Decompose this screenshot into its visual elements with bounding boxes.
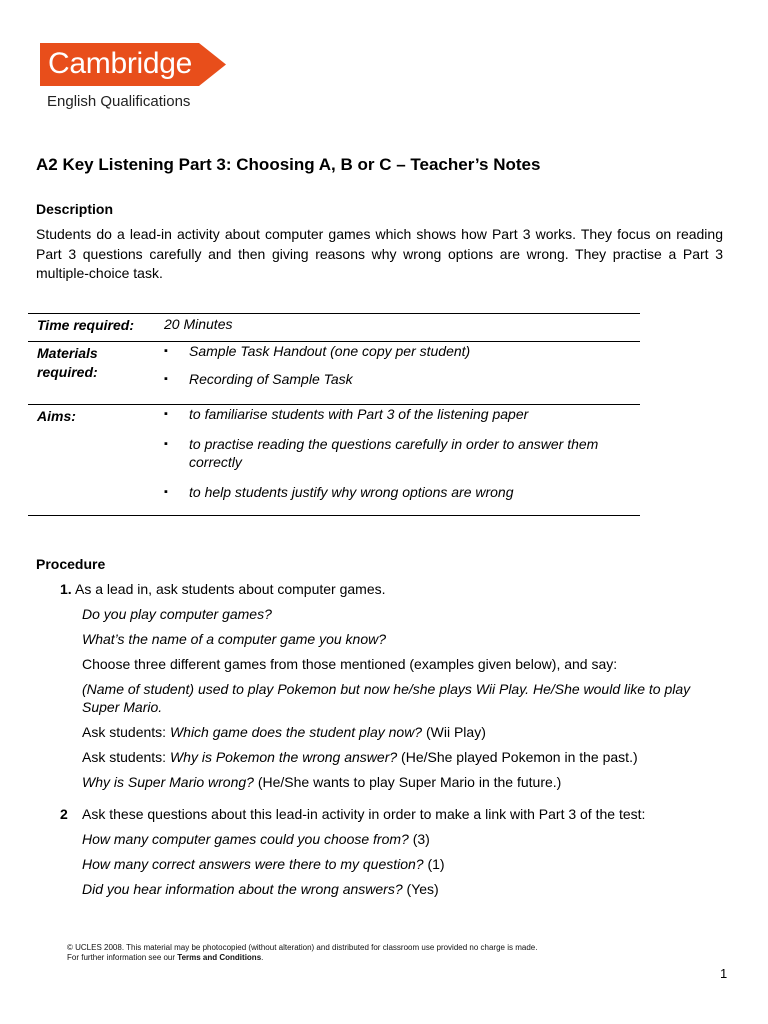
materials-label	[28, 342, 164, 405]
step2-question-2	[82, 855, 445, 873]
aims-item: to practise reading the questions carefully in order to answer them correctly	[189, 436, 599, 470]
ask-answer: (Wii Play)	[422, 724, 486, 740]
bullet-icon: ▪	[164, 345, 168, 357]
step1-intro: As a lead in, ask students about computer games.	[75, 581, 386, 597]
step2-question-1	[82, 830, 430, 848]
list-item	[164, 435, 640, 471]
step1-number: 1.	[60, 581, 72, 597]
materials-label-line1: Materials	[37, 345, 98, 361]
copyright-line: © UCLES 2008. This material may be photocopied (without alteration) and distributed for classroom use provided no charge is made.	[67, 943, 538, 952]
aims-item: to help students justify why wrong options are wrong	[189, 484, 514, 500]
bullet-icon: ▪	[164, 486, 168, 498]
bullet-icon: ▪	[164, 408, 168, 420]
question-answer: (1)	[423, 856, 445, 872]
procedure-heading: Procedure	[36, 556, 106, 572]
step1-question-1: Do you play computer games?	[82, 606, 272, 622]
materials-label-line2: required:	[37, 364, 98, 380]
list-item	[164, 405, 640, 423]
page-title: A2 Key Listening Part 3: Choosing A, B or C – Teacher’s Notes	[36, 155, 541, 174]
list-item	[164, 370, 640, 388]
ask-question: Why is Super Mario wrong?	[82, 774, 254, 790]
step1-question-2: What’s the name of a computer game you know?	[82, 631, 387, 647]
question-answer: (Yes)	[402, 881, 439, 897]
time-label: Time required:	[37, 317, 134, 333]
question-text: Did you hear information about the wrong answers?	[82, 881, 403, 897]
list-item	[164, 342, 640, 360]
time-value: 20 Minutes	[164, 316, 233, 332]
cambridge-logo	[40, 43, 226, 86]
terms-suffix: .	[261, 953, 264, 962]
ask-question: Why is Pokemon the wrong answer?	[169, 749, 398, 765]
question-text: How many computer games could you choose from?	[82, 831, 409, 847]
bullet-icon: ▪	[164, 373, 168, 385]
list-item	[164, 483, 640, 501]
step1-choose: Choose three different games from those mentioned (examples given below), and say:	[82, 656, 618, 672]
terms-prefix: For further information see our	[67, 953, 178, 962]
footer	[67, 943, 537, 963]
step2-intro: Ask these questions about this lead-in activity in order to make a link with Part 3 of the test:	[82, 806, 646, 822]
ask-answer: (He/She played Pokemon in the past.)	[397, 749, 638, 765]
logo-name: Cambridge	[48, 47, 193, 80]
bullet-icon: ▪	[164, 438, 168, 450]
question-text: How many correct answers were there to my question?	[82, 856, 424, 872]
materials-list	[164, 342, 640, 388]
ask-prefix: Ask students:	[82, 724, 170, 740]
time-row	[28, 314, 640, 342]
ask-answer: (He/She wants to play Super Mario in the future.)	[253, 774, 562, 790]
terms-line	[67, 953, 537, 963]
aims-list	[164, 405, 640, 501]
step1-ask-1	[82, 723, 486, 741]
logo-subtitle: English Qualifications	[47, 93, 191, 110]
step2-question-3	[82, 880, 439, 898]
step2-number: 2	[60, 806, 68, 822]
aims-item: to familiarise students with Part 3 of the listening paper	[189, 406, 529, 422]
page-number: 1	[720, 966, 728, 981]
ask-prefix: Ask students:	[82, 749, 170, 765]
materials-item: Sample Task Handout (one copy per student)	[189, 343, 471, 359]
step1-example: (Name of student) used to play Pokemon but now he/she plays Wii Play. He/She would like to play Super Mario.	[82, 681, 691, 715]
aims-row	[28, 405, 640, 516]
question-answer: (3)	[408, 831, 430, 847]
description-text: Students do a lead-in activity about computer games which shows how Part 3 works. They focus on reading Part 3 questions carefully and then giving reasons why wrong options are wrong. They practise a Part 3 multiple-choice task.	[36, 226, 723, 281]
aims-label: Aims:	[37, 408, 76, 424]
ask-question: Which game does the student play now?	[169, 724, 423, 740]
info-table	[28, 313, 640, 516]
description-heading: Description	[36, 201, 114, 217]
step1-ask-2	[82, 748, 638, 766]
materials-item: Recording of Sample Task	[189, 371, 353, 387]
step1-ask-3	[82, 773, 561, 791]
materials-row	[28, 342, 640, 405]
terms-link[interactable]: Terms and Conditions	[177, 953, 262, 962]
